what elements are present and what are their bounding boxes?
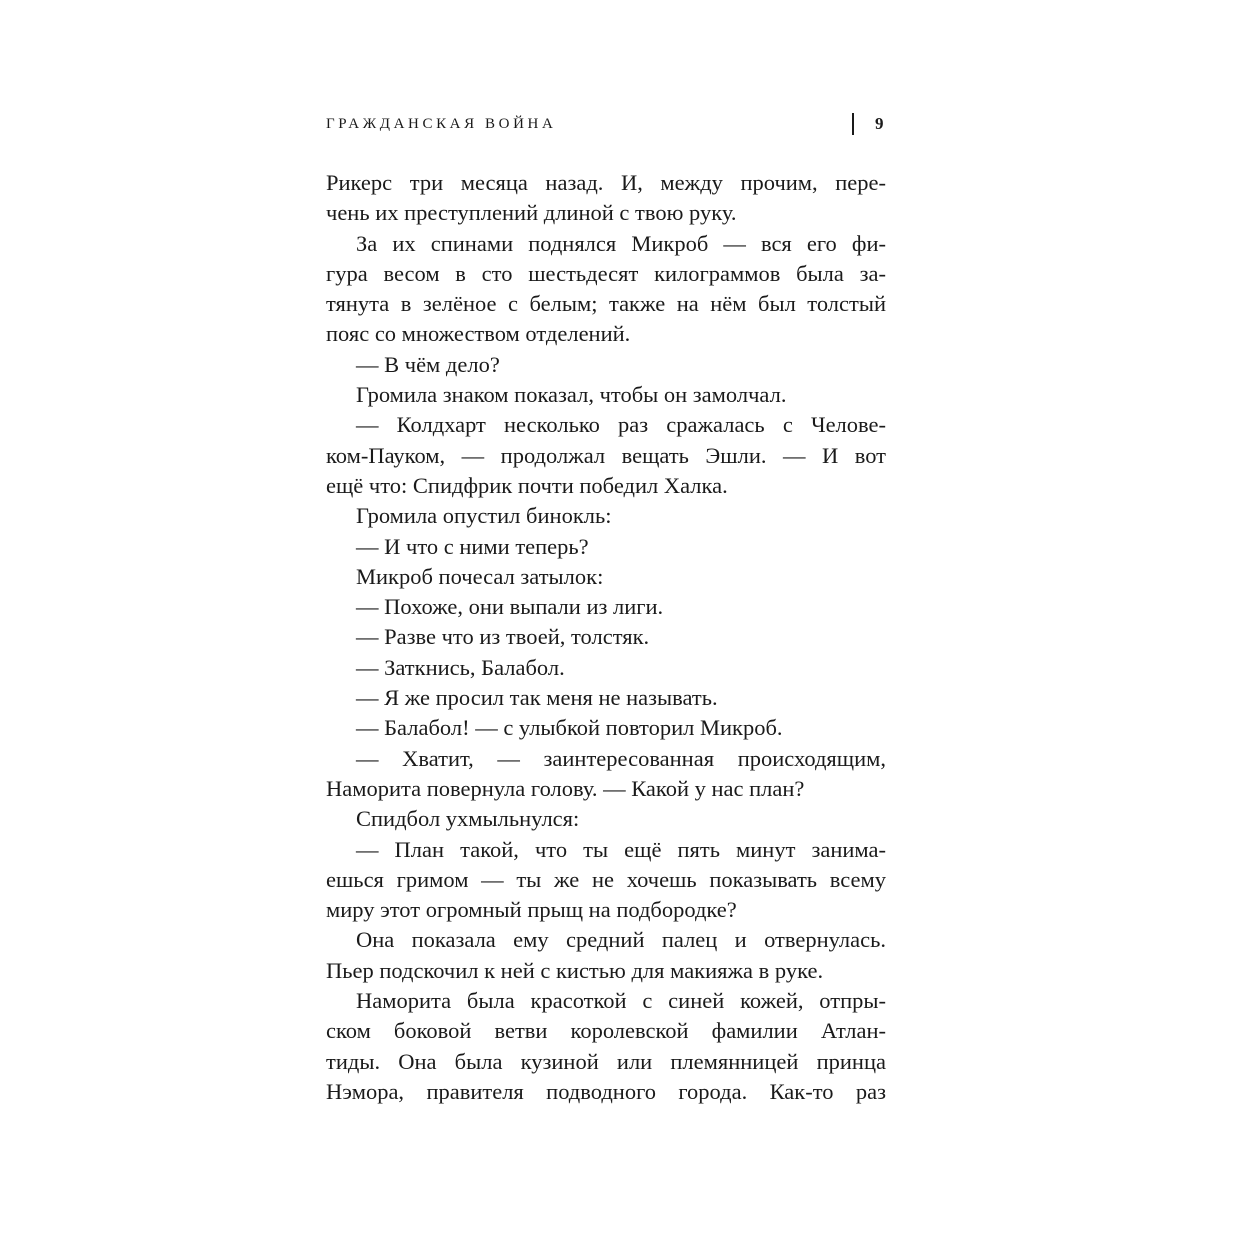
text-line: — Похоже, они выпали из лиги. <box>356 594 664 620</box>
text-line: ском боковой ветви королевской фамилии Атлан- <box>326 1018 886 1044</box>
page-number: 9 <box>875 114 884 133</box>
text-line: — Я же просил так меня не называть. <box>356 685 718 711</box>
text-line: Спидбол ухмыльнулся: <box>356 806 580 832</box>
text-line: Рикерс три месяца назад. И, между прочим, пере- <box>326 170 886 195</box>
text-line: — План такой, что ты ещё пять минут занима- <box>356 836 886 862</box>
text-line: — Балабол! — с улыбкой повторил Микроб. <box>356 715 783 741</box>
text-line: Наморита повернула голову. — Какой у нас план? <box>326 775 805 801</box>
text-line: Микроб почесал затылок: <box>356 563 604 589</box>
running-header <box>326 113 886 139</box>
text-line: Громила знаком показал, чтобы он замолчал. <box>356 382 787 408</box>
text-line: гура весом в сто шестьдесят килограммов была за- <box>326 260 886 286</box>
text-line: — Разве что из твоей, толстяк. <box>356 624 650 650</box>
text-line: Пьер подскочил к ней с кистью для макияжа в руке. <box>326 957 824 983</box>
header-divider <box>852 113 854 135</box>
text-line: Она показала ему средний палец и отвернулась. <box>356 927 886 953</box>
running-title: ГРАЖДАНСКАЯ ВОЙНА <box>326 116 557 132</box>
text-line: ешься гримом — ты же не хочешь показывать всему <box>326 866 886 892</box>
text-line: ещё что: Спидфрик почти победил Халка. <box>326 472 728 498</box>
text-line: пояс со множеством отделений. <box>326 321 631 347</box>
text-line: тянута в зелёное с белым; также на нём был толстый <box>326 291 886 317</box>
text-line: — В чём дело? <box>356 351 500 377</box>
text-line: — И что с ними теперь? <box>356 533 589 559</box>
text-line: Наморита была красоткой с синей кожей, отпры- <box>356 988 886 1014</box>
text-line: Громила опустил бинокль: <box>356 503 612 529</box>
text-line: Нэмора, правителя подводного города. Как-то раз <box>326 1078 886 1104</box>
text-line: ком-Пауком, — продолжал вещать Эшли. — И вот <box>326 442 886 468</box>
text-line: — Хватит, — заинтересованная происходящим, <box>356 745 886 771</box>
text-line: За их спинами поднялся Микроб — вся его фи- <box>356 230 886 256</box>
text-line: чень их преступлений длиной с твою руку. <box>326 200 737 226</box>
text-line: тиды. Она была кузиной или племянницей принца <box>326 1048 886 1074</box>
body-text <box>326 168 886 1107</box>
text-line: — Колдхарт несколько раз сражалась с Челове- <box>356 412 886 438</box>
text-line: миру этот огромный прыщ на подбородке? <box>326 897 737 923</box>
text-line: — Заткнись, Балабол. <box>356 654 565 680</box>
